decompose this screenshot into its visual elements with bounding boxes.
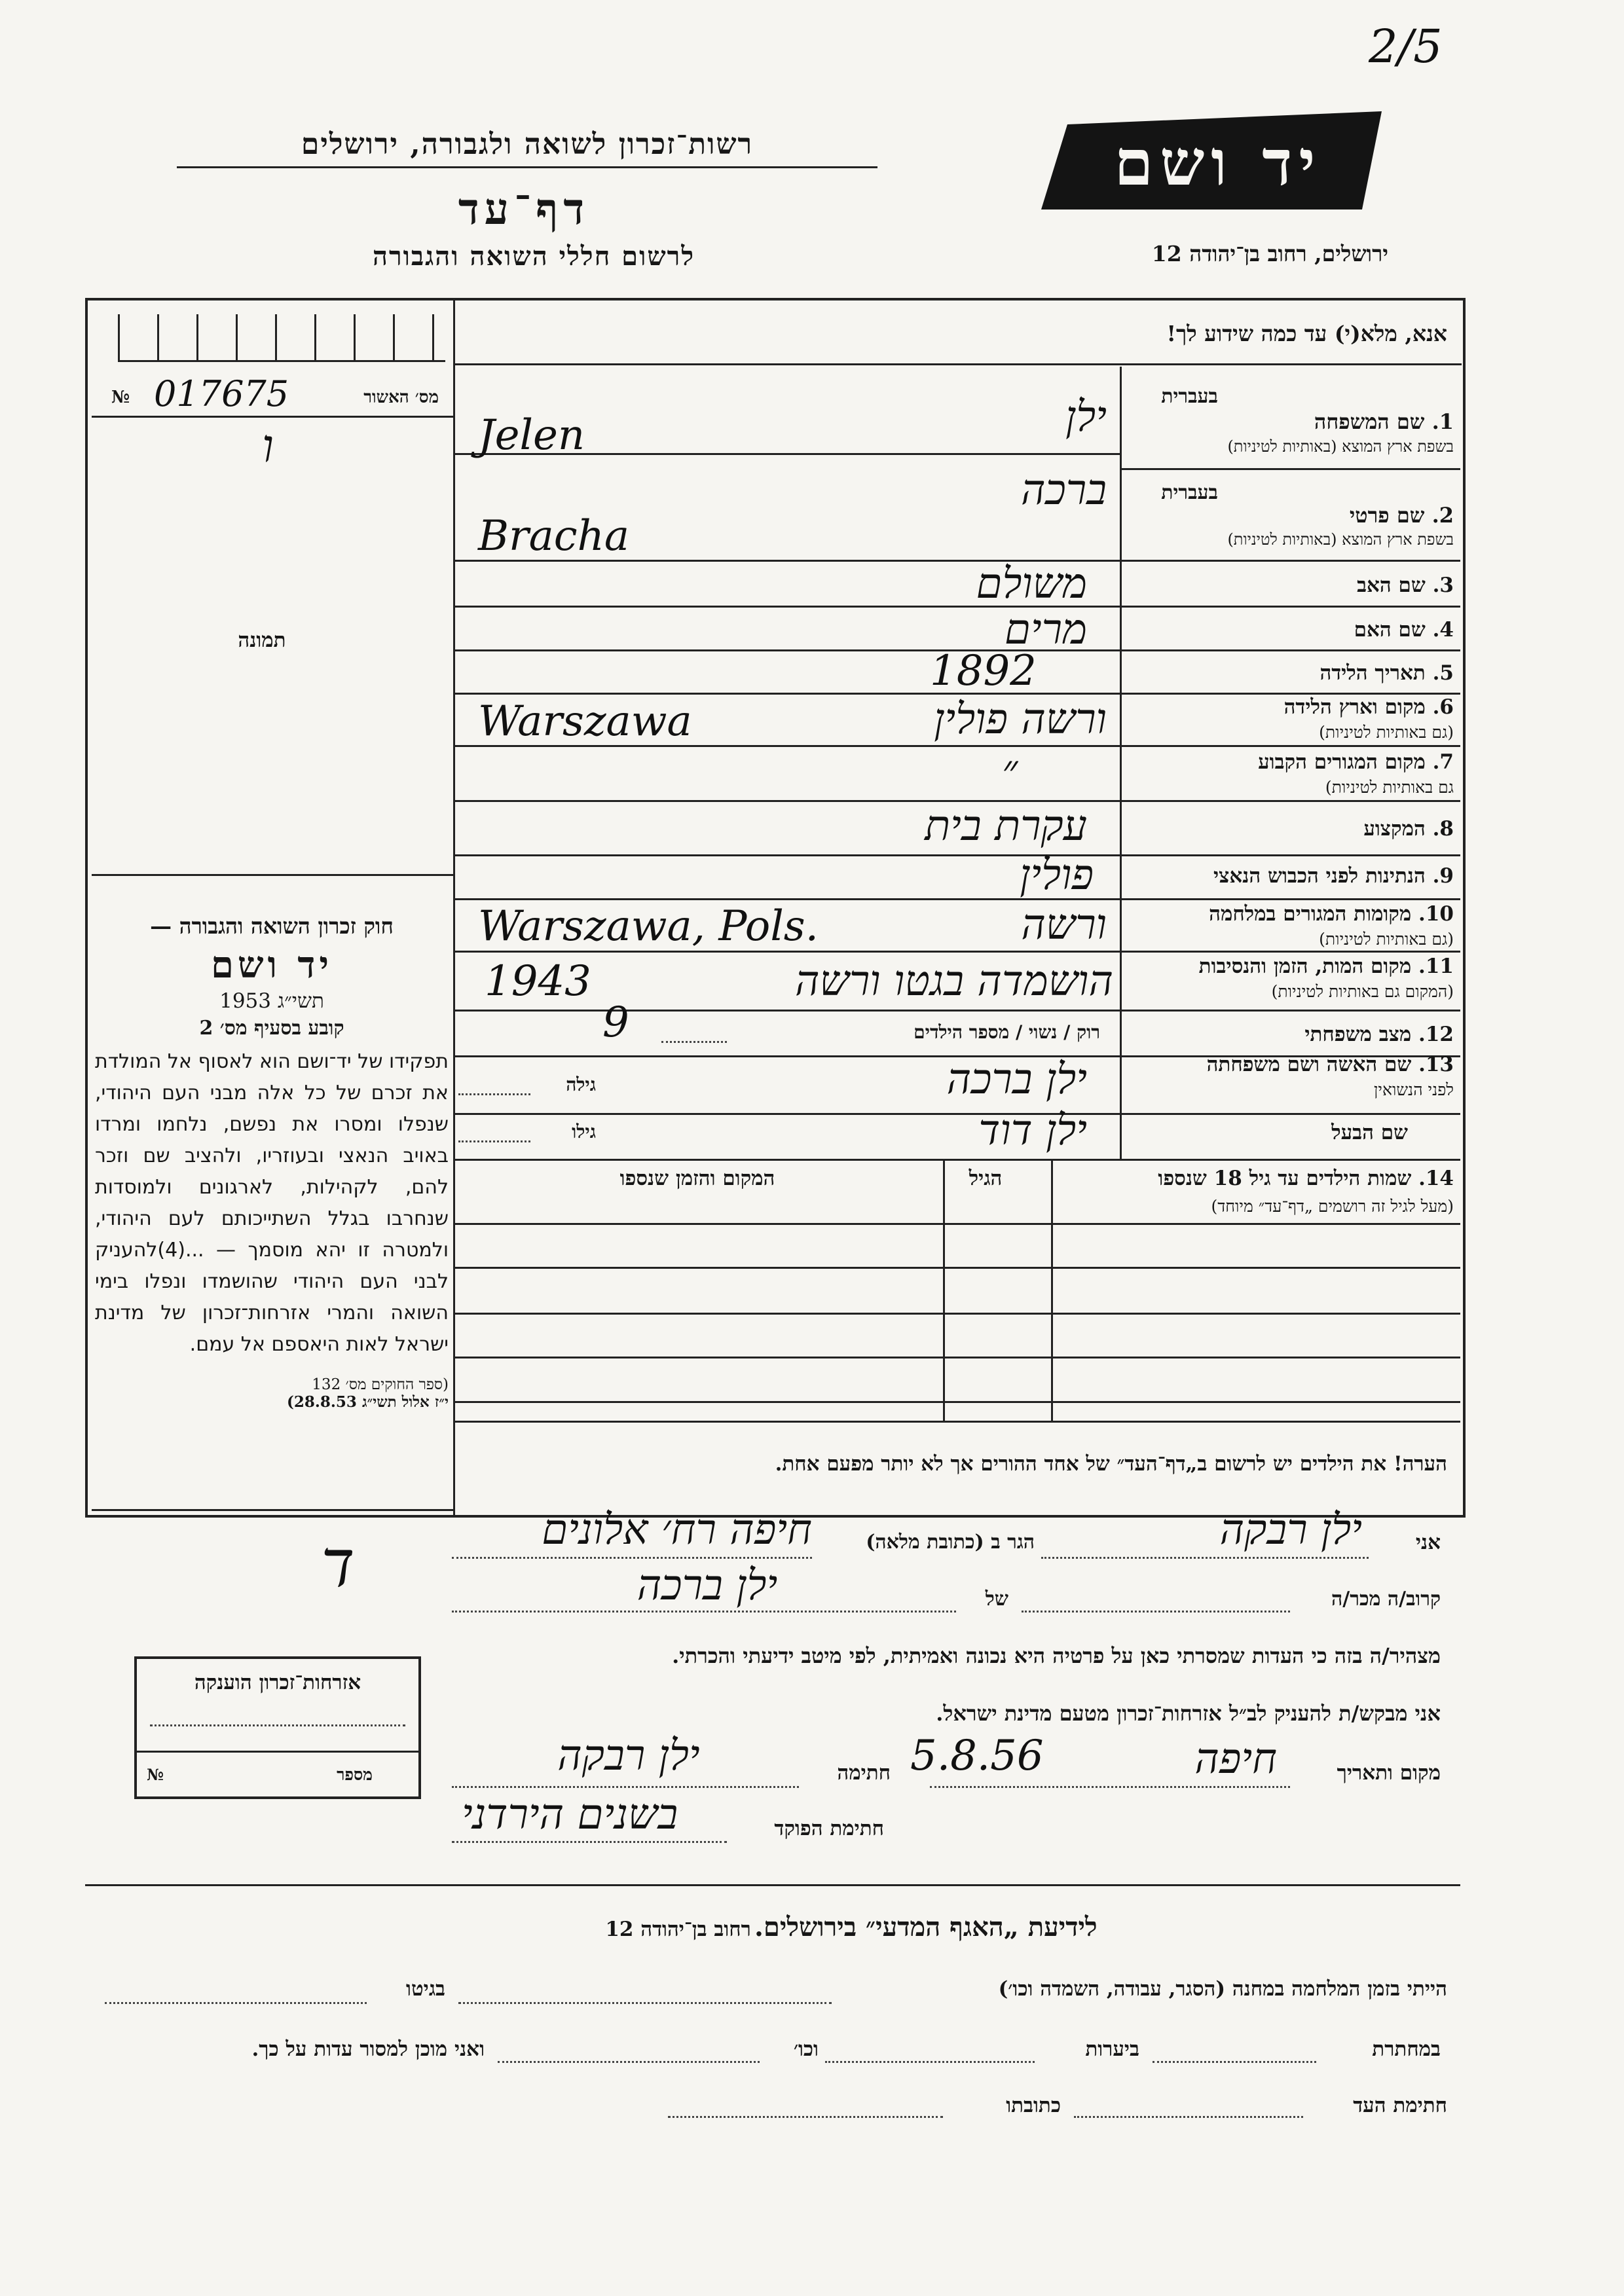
sidebar-top-rule [92,874,455,876]
footer-address-label: כתובתו [1006,2094,1061,2117]
footer-forests-line [825,2061,1035,2063]
children-note: הערה! את הילדים יש לרשום ב„דף־העד״ של אחד ההורים אך לא יותר מפעם אחת. [775,1452,1447,1476]
footer-ghetto-label: בגיטו [406,1977,445,2001]
signature-label: חתימה [837,1761,891,1785]
citizenship-no-sign: № [147,1765,164,1784]
footer-title-row [458,1912,1244,1942]
husband-age-label: גילו [572,1121,596,1142]
declaration-request: אני מבקש/ת להעניק לב״ל אזרחות־זכרון מטעם מדינת ישראל. [936,1701,1441,1726]
relative-of-label: של [985,1588,1008,1611]
death-place-value: הושמדה בגטו ורשה [795,957,1113,1006]
law-clause: קובע בסעיף מס׳ 2 [199,1017,344,1040]
archive-number: 2/5 [1369,20,1443,73]
declarant-line [1041,1557,1369,1559]
children-col-divider-2 [1051,1159,1053,1421]
children-sub: (מעל לגיל זה רושמים „דף־עד״ מיוחד) [1211,1197,1454,1216]
law-reference-2: י״ז אלול תשי״ג 28.8.53) [287,1393,449,1411]
approval-rule [92,416,455,418]
sidebar-bottom-rule [92,1509,455,1511]
mother-name-value: מרים [1004,606,1087,654]
law-text: תפקידו של יד־ושם הוא לאסוף אל המולדת את זכרם של כל אלה מבני העם היהודי, שנפלו ומסרו את נפשם, נלחמו ומרדו באויב הנאצי ובעוזריו, ולהציב שם וזכר להם, לקהילות, לארגונים ולמוסדות שנחרבו בגלל השתייכותם לעם היהודי, ולמטרה זו יהא מוסמך — ...(4)להעניק לבני העם היהודי שהושמדו ונפלו בימי השואה והמרי אזרחות־זכרון של מדינת ישראל לאות היאספם אל עמם. [95,1050,449,1356]
birth-place-sub: (גם באותיות לטיניות) [1319,723,1454,742]
law-year: 1953 [219,989,272,1013]
birth-place-label: 6. מקום וארץ הלידה [1283,695,1454,719]
footer-camp-line [458,2002,832,2004]
family-name-latin: Jelen [478,411,585,460]
footer-rule [85,1884,1460,1886]
children-bottom [453,1421,1460,1423]
label-divider [1120,367,1122,1159]
declarant-name: ילן רבקה [1219,1506,1362,1554]
citizenship-no-label: מספר [337,1765,373,1784]
children-row-1 [453,1223,1460,1225]
approval-number: 017675 [154,373,289,414]
row-rule-10 [453,951,1460,953]
family-name-label: 1. שם המשפחה [1314,409,1454,434]
wife-name-sub: לפני הנשואין [1374,1080,1454,1099]
footer-title: לידיעת „האגף המדעי״ בירושלים. [754,1912,1098,1942]
form-subtitle: לרשום חללי השואה והגבורה [372,241,695,272]
approval-mark: ו [262,419,274,473]
approval-boxes [118,308,445,362]
law-reference-1: (ספר החוקים מס׳ 132 [312,1376,449,1393]
citizenship-line [150,1724,405,1726]
residence-label: 7. מקום המגורים הקבוע [1258,750,1454,774]
citizenship-box [134,1656,421,1799]
date-value: 5.8.56 [910,1732,1044,1780]
row-rule-1r [1120,468,1460,470]
footer-underground-label: במחתרת [1372,2037,1441,2061]
relative-name-line [452,1611,956,1613]
first-name-sub: בשפת ארץ המוצא (באותיות לטיניות) [1227,530,1454,549]
footer-underground-line [1153,2061,1316,2063]
in-hebrew-label-1: בעברית [1161,385,1218,408]
authority-underline [177,166,877,168]
logo-text: יד ושם [1114,126,1322,200]
death-place-sub: (המקום גם באותיות לטיניות) [1271,982,1454,1001]
address-line [452,1557,812,1559]
place-date-label: מקום ותאריך [1337,1761,1441,1785]
row-rule-14 [453,1159,1460,1161]
father-name-value: משולם [976,560,1087,608]
footer-witness-signature-line [1074,2116,1303,2118]
place-date-line [930,1786,1290,1788]
children-row-4 [453,1357,1460,1358]
children-count-line [661,1041,727,1043]
nationality-value: פולין [1020,851,1094,900]
occupation-label: 8. המקצוע [1363,817,1454,841]
marital-status-options: רוק / נשוי / מספר הילדים [913,1021,1100,1043]
husband-name-label: שם הבעל [1331,1121,1408,1144]
row-rule-2r [1120,560,1460,562]
children-col-age: הגיל [969,1167,1003,1190]
birth-date-value: 1892 [930,647,1037,695]
declarant-ani: אני [1415,1531,1441,1554]
birth-place-hebrew: ורשה פולין [934,695,1107,744]
declarant-address: חיפה רח׳ אלונים [542,1506,812,1554]
death-year: 1943 [485,957,591,1006]
wartime-residence-label: 10. מקומות המגורים במלחמה [1209,902,1454,926]
declarant-resides: הגר ב (כתובת מלאה) [866,1531,1035,1554]
father-name-label: 3. שם האב [1357,574,1454,597]
wife-age-line [458,1093,530,1095]
form-title: דף־עד [458,183,590,234]
law-section [95,913,449,1411]
signature-value: ילן רבקה [557,1732,700,1780]
wife-age-label: גילה [566,1074,596,1095]
footer-etc-line [498,2061,760,2063]
signature-line [452,1786,799,1788]
declaration-statement: מצהיר/ה בזה כי העדות שמסרתי כאן על פרטיה היא נכונה ואמיתית, לפי מיטב ידיעתי והכרתי. [672,1643,1441,1668]
footer-address: רחוב בן־יהודה 12 [605,1918,751,1941]
instruction-rule [453,363,1462,365]
sidebar-divider [453,298,455,1516]
officer-signature-value: בשנים הירדני [461,1791,678,1839]
wartime-residence-hebrew: ורשה [1021,901,1107,949]
in-hebrew-label-2: בעברית [1161,481,1218,504]
occupation-value: עקרת בית [925,802,1087,850]
husband-name-value: ילן דוד [978,1106,1087,1155]
children-count-value: 9 [602,998,629,1047]
place-value: חיפה [1194,1735,1277,1783]
header-address: ירושלים, רחוב בן־יהודה 12 [1151,241,1388,266]
approval-no-sign: № [111,388,130,407]
citizenship-rule [137,1751,418,1753]
officer-signature-line [452,1841,727,1843]
footer-witness-signature-label: חתימת העד [1353,2094,1447,2117]
instruction-text: אנא, מלא(י) עד כמה שידוע לך! [1166,321,1447,346]
relative-label: קרוב/ה מכר/ה [1331,1588,1441,1611]
residence-sub: גם באותיות לטיניות) [1325,778,1454,797]
yad-vashem-logo [1041,111,1382,210]
footer-camp-label: הייתי בזמן המלחמה במחנה (הסגר, עבודה, השמדה וכו׳) [998,1977,1447,2001]
wife-name-label: 13. שם האשה ושם משפחתה [1206,1053,1454,1076]
photo-label: תמונה [238,629,286,652]
footer-etc-label: וכו׳ [793,2037,819,2061]
children-col-place: המקום והזמן שנספו [619,1167,775,1190]
law-name: יד ושם [210,943,333,987]
officer-signature-label: חתימת הפוקד [774,1817,884,1840]
law-title: חוק זכרון השואה והגבורה — [150,913,394,939]
nationality-label: 9. הנתינות לפני הכבוש הנאצי [1213,864,1454,888]
wartime-residence-latin: Warszawa, Pols. [478,902,819,951]
approval-label: מס׳ האשור [363,388,439,407]
first-name-label: 2. שם פרטי [1349,503,1454,528]
authority-name: רשות־זכרון לשואה ולגבורה, ירושלים [301,128,754,161]
margin-mark: ד [321,1525,355,1602]
mother-name-label: 4. שם האם [1354,618,1454,642]
family-name-sub: בשפת ארץ המוצא (באותיות לטיניות) [1227,437,1454,456]
wife-name-value: ילן ברכה [946,1055,1087,1104]
first-name-latin: Bracha [478,512,629,560]
wartime-residence-sub: (גם באותיות לטיניות) [1319,930,1454,949]
children-label: 14. שמות הילדים עד גיל 18 שנספו [1158,1167,1454,1190]
children-col-divider-1 [943,1159,945,1421]
children-row-2 [453,1267,1460,1269]
citizenship-title: אזרחות־זכרון הוענקה [194,1671,361,1694]
relative-line [1022,1611,1290,1613]
death-place-label: 11. מקום המות, הזמן והנסיבות [1198,955,1454,978]
footer-testify-label: ואני מוכן למסור עדות על כך. [251,2037,485,2061]
children-row-3 [453,1313,1460,1315]
relative-name-value: ילן ברכה [637,1561,778,1610]
birth-date-label: 5. תאריך הלידה [1320,661,1454,685]
children-row-5 [453,1401,1460,1403]
birth-place-latin: Warszawa [478,697,692,746]
footer-forests-label: ביערות [1085,2037,1139,2061]
family-name-hebrew: ילן [1065,393,1107,441]
footer-ghetto-line [105,2002,367,2004]
footer-address-line [668,2116,943,2118]
residence-value: ״ [1002,746,1018,795]
husband-age-line [458,1140,530,1142]
law-year-hebrew: תשי״ג [277,989,324,1013]
marital-status-label: 12. מצב משפחתי [1304,1023,1454,1046]
first-name-hebrew: ברכה [1020,466,1107,515]
